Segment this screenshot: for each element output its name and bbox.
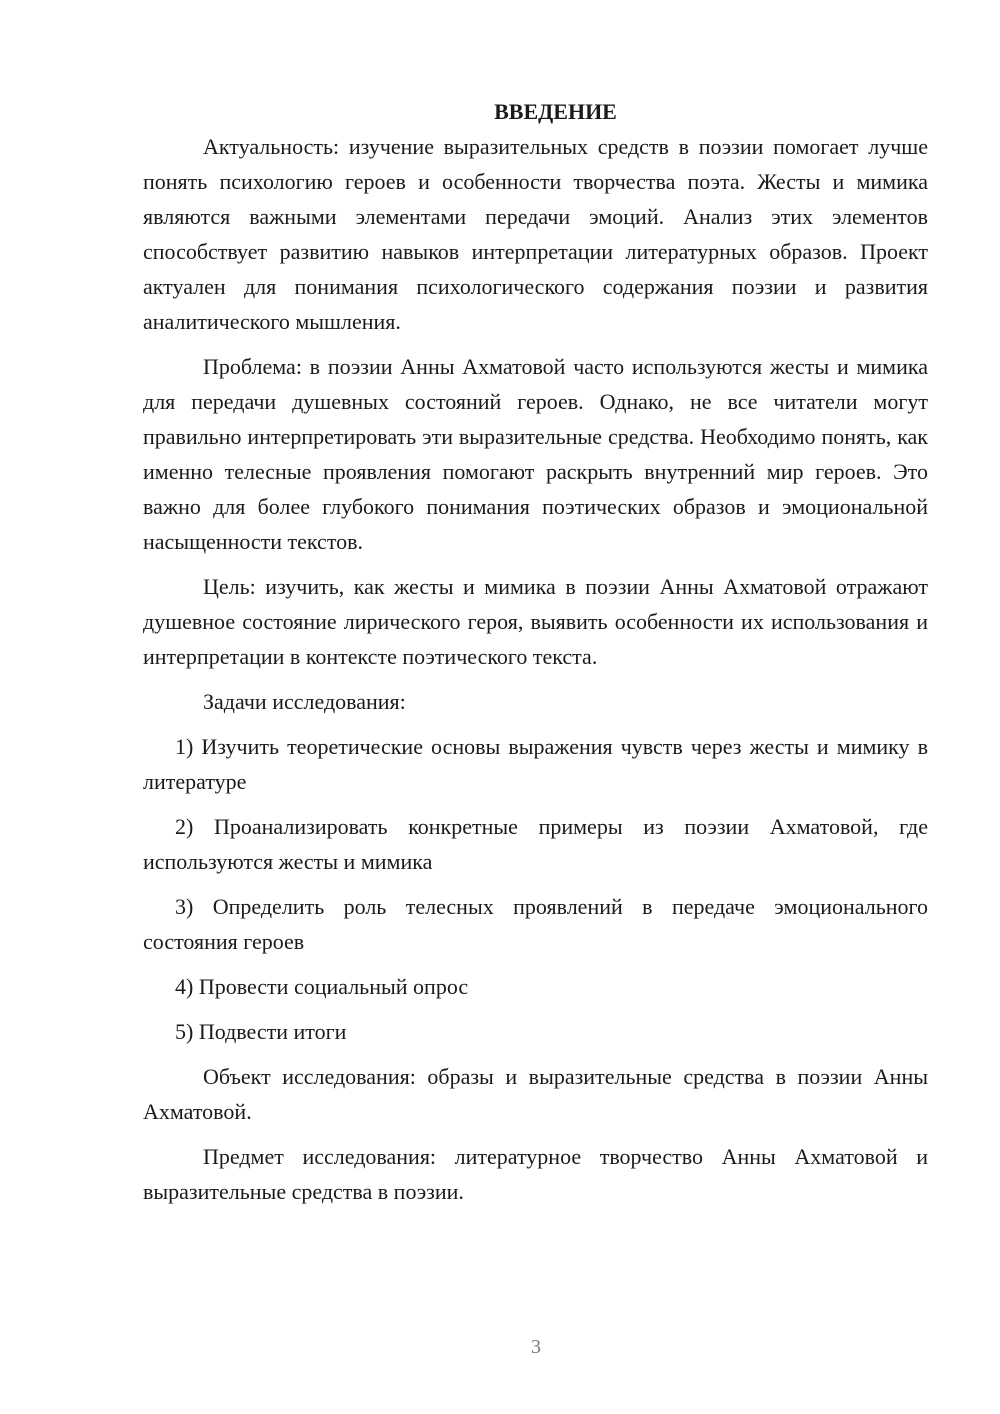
task-item-4: 4) Провести социальный опрос xyxy=(175,974,469,999)
task-item-5: 5) Подвести итоги xyxy=(175,1019,347,1044)
relevance-paragraph: Актуальность: изучение выразительных средств в поэзии помогает лучше понять психологию героев и особенности творчества поэта. Жесты и мимика являются важными элементами передачи эмоций. Анализ этих элементов способствует развитию навыков интерпретации литературных образов. Проект актуален для понимания психологического содержания поэзии и развития аналитического мышления. xyxy=(143,134,928,334)
tasks-title: Задачи исследования: xyxy=(203,689,406,714)
section-heading: ВВЕДЕНИЕ xyxy=(494,99,617,124)
problem-paragraph: Проблема: в поэзии Анны Ахматовой часто используются жесты и мимика для передачи душевных состояний героев. Однако, не все читатели могут правильно интерпретировать эти выразительные средства. Необходимо понять, как именно телесные проявления помогают раскрыть внутренний мир героев. Это важно для более глубокого понимания поэтических образов и эмоциональной насыщенности текстов. xyxy=(143,354,928,554)
task-item-2: 2) Проанализировать конкретные примеры из поэзии Ахматовой, где используются жесты и мимика xyxy=(143,814,928,874)
page-number: 3 xyxy=(531,1336,541,1358)
object-paragraph: Объект исследования: образы и выразительные средства в поэзии Анны Ахматовой. xyxy=(143,1064,928,1124)
subject-paragraph: Предмет исследования: литературное творчество Анны Ахматовой и выразительные средства в поэзии. xyxy=(143,1144,928,1204)
goal-paragraph: Цель: изучить, как жесты и мимика в поэзии Анны Ахматовой отражают душевное состояние лирического героя, выявить особенности их использования и интерпретации в контексте поэтического текста. xyxy=(143,574,928,669)
page-content xyxy=(143,94,928,1209)
task-item-1: 1) Изучить теоретические основы выражения чувств через жесты и мимику в литературе xyxy=(143,734,928,794)
task-item-3: 3) Определить роль телесных проявлений в передаче эмоционального состояния героев xyxy=(143,894,928,954)
